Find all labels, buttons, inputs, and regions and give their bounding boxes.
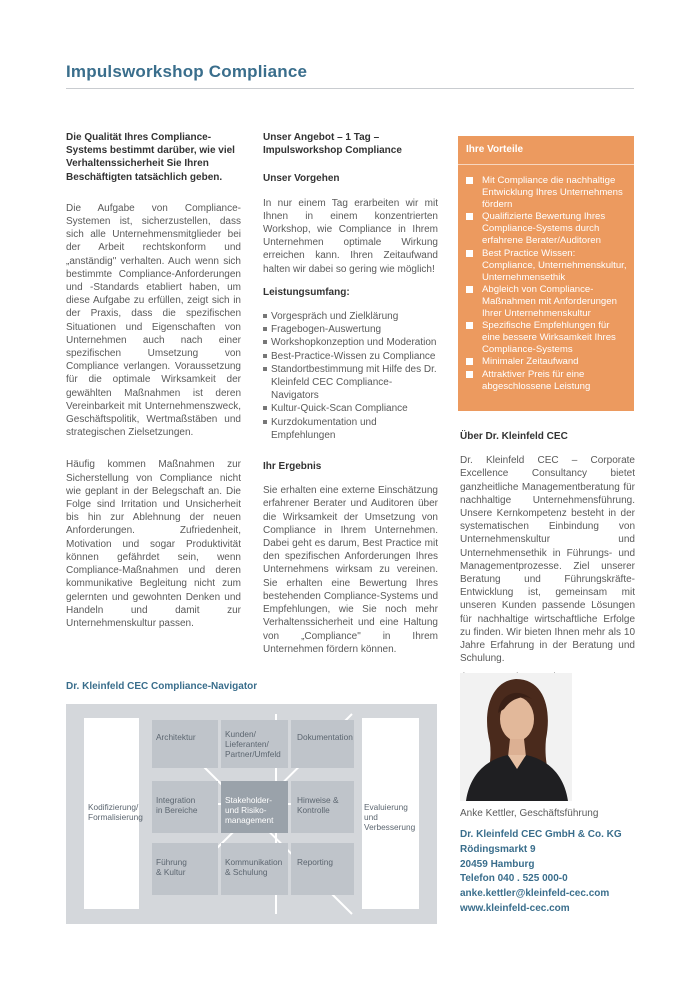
intro-paragraph-1: Die Aufgabe von Compliance-Systemen ist, sicherzustellen, dass sich alle Unternehmensmitglieder bei der Arbeit rechtskonform und „anständig" verhalten. Auch wenn sich bestimmte Compliance-Anforderungen und -Standards etabliert haben, um diese Aufgabe zu erfüllen, zeigt sich in der Praxis, dass die spezifischen Situationen und Eigenschaften von Unternehmen auch nach einer spezifischen Umsetzung von Compliance verlangen. Voraussetzung für die optimale Wirksamkeit der gewählten Maßnahmen ist deren Vereinbarkeit mit Unternehmenszweck, Geschäftspolitik, Wertmaßstäben und strategischen Zielsetzungen.: [66, 202, 241, 439]
advantage-item: Spezifische Empfehlungen für eine bessere Wirksamkeit Ihres Compliance-Systems: [482, 320, 628, 356]
contact-portrait: [460, 673, 572, 801]
about-text: Dr. Kleinfeld CEC – Corporate Excellence Consultancy bietet ganzheitliche Managementberatung für nachhaltige Unternehmensführung. Unsere Kernkompetenz besteht in der systematischen Einbindung von Unternehmenskultur und Unternehmensethik in Führungs- und Managementprozesse. Ziel unserer Beratung und Führungskräfte-Entwicklung ist, gemeinsam mit unseren Kunden passende Lösungen für nachhaltige wirtschaftliche Erfolge zu finden. Wir bieten Ihnen mehr als 10 Jahre Erfahrung in der Beratung und Schulung.: [460, 455, 635, 665]
approach-text: In nur einem Tag erarbeiten wir mit Ihnen in einem konzentrierten Workshop, wie Compliance in Ihrem Unternehmen optimale Wirkung erreichen kann. Ihren Zeitaufwand halten wir dabei so gering wie möglich!: [263, 197, 438, 275]
navigator-title: Dr. Kleinfeld CEC Compliance-Navigator: [66, 681, 258, 692]
navigator-right-box: Evaluierung und Verbesserung: [362, 718, 419, 909]
contact-city: 20459 Hamburg: [460, 858, 535, 870]
page-title: Impulsworkshop Compliance: [66, 62, 308, 81]
scope-item: Vorgespräch und Zielklärung: [263, 310, 438, 323]
contact-phone[interactable]: Telefon 040 . 525 000-0: [460, 873, 568, 885]
scope-item: Kurzdokumentation und Empfehlungen: [263, 416, 438, 442]
contact-block: [460, 828, 650, 917]
intro-lead: Die Qualität Ihres Compliance-Systems bestimmt darüber, wie viel Verhaltenssicherheit Sie Ihren Beschäftigten tatsächlich geben.: [66, 132, 235, 183]
advantage-item: Mit Compliance die nachhaltige Entwicklung Ihres Unternehmens fördern: [482, 175, 628, 211]
compliance-navigator-diagram: [66, 704, 437, 924]
navigator-reporting: Reporting: [291, 843, 354, 895]
advantage-item: Best Practice Wissen: Compliance, Unternehmenskultur, Unternehmensethik: [482, 247, 627, 283]
scope-item: Best-Practice-Wissen zu Compliance: [263, 350, 438, 363]
contact-email-link[interactable]: anke.kettler@kleinfeld-cec.com: [460, 888, 610, 900]
approach-heading: Unser Vorgehen: [263, 173, 340, 185]
scope-item: Standortbestimmung mit Hilfe des Dr. Kleinfeld CEC Compliance-Navigators: [263, 363, 438, 403]
contact-company: Dr. Kleinfeld CEC GmbH & Co. KG: [460, 829, 622, 840]
scope-list: [263, 310, 438, 442]
contact-caption: Anke Kettler, Geschäftsführung: [460, 808, 599, 819]
navigator-integration: Integration in Bereiche: [152, 781, 218, 833]
navigator-dokumentation: Dokumentation: [291, 720, 354, 768]
scope-item: Kultur-Quick-Scan Compliance: [263, 402, 438, 415]
navigator-fuehrung: Führung & Kultur: [152, 843, 218, 895]
navigator-kommunikation: Kommunikation & Schulung: [221, 843, 288, 895]
scope-item: Workshopkonzeption und Moderation: [263, 336, 438, 349]
offer-column: [263, 131, 438, 667]
advantages-divider: [458, 164, 634, 165]
contact-web-link[interactable]: www.kleinfeld-cec.com: [460, 902, 570, 914]
scope-item: Fragebogen-Auswertung: [263, 323, 438, 336]
advantages-title: Ihre Vorteile: [466, 144, 524, 155]
intro-paragraph-2: Häufig kommen Maßnahmen zur Sicherstellung von Compliance nicht wie geplant in der Belegschaft an. Die Folge sind Irritation und Unsicherheit bis hin zur Ablehnung der neuen Anforderungen. Zufriedenheit, Motivation und sogar Produktivität können gefährdet sein, wenn Compliance-Maßnahmen und deren kommunikative Begleitung nicht zum gelernten und gewohnten Denken und Handeln und damit zur Unternehmenskultur passen.: [66, 459, 241, 629]
advantage-item: Abgleich von Compliance-Maßnahmen mit Anforderungen Ihrer Unternehmenskultur: [482, 284, 628, 320]
advantage-item: Attraktiver Preis für eine abgeschlossene Leistung: [482, 369, 628, 393]
advantage-item: Minimaler Zeitaufwand: [482, 356, 628, 368]
scope-heading: Leistungsumfang:: [263, 286, 350, 298]
intro-column: [66, 131, 241, 641]
navigator-hinweise: Hinweise & Kontrolle: [291, 781, 354, 833]
about-heading: Über Dr. Kleinfeld CEC: [460, 431, 568, 442]
about-column: [460, 430, 635, 696]
advantages-box: [458, 136, 634, 411]
navigator-left-box: Kodifizierung/ Formalisierung: [84, 718, 139, 909]
offer-heading: Unser Angebot – 1 Tag – Impulsworkshop Compliance: [263, 132, 402, 157]
advantage-item: Qualifizierte Bewertung Ihres Compliance-Systems durch erfahrene Berater/Auditoren: [482, 211, 628, 247]
navigator-kunden: Kunden/ Lieferanten/ Partner/Umfeld: [221, 720, 288, 768]
navigator-stakeholder: Stakeholder- und Risiko- management: [221, 781, 288, 833]
title-divider: [66, 88, 634, 89]
result-heading: Ihr Ergebnis: [263, 461, 322, 473]
contact-street: Rödingsmarkt 9: [460, 843, 536, 855]
portrait-image: [460, 673, 572, 801]
navigator-architektur: Architektur: [152, 720, 218, 768]
advantages-list: [458, 175, 634, 393]
result-text: Sie erhalten eine externe Einschätzung erfahrener Berater und Auditoren über die Wirksamkeit der Umsetzung von Compliance in Ihrem Unternehmen. Dabei geht es darum, Best Practice mit den spezifischen Anforderungen Ihres Unternehmens wirksam zu vereinen. Sie erhalten eine Bewertung Ihres bestehenden Compliance-Systems und Empfehlungen, wie Sie noch mehr Verhaltenssicherheit und eine Haltung von „Compliance" in Ihrem Unternehmen fördern können.: [263, 485, 438, 655]
